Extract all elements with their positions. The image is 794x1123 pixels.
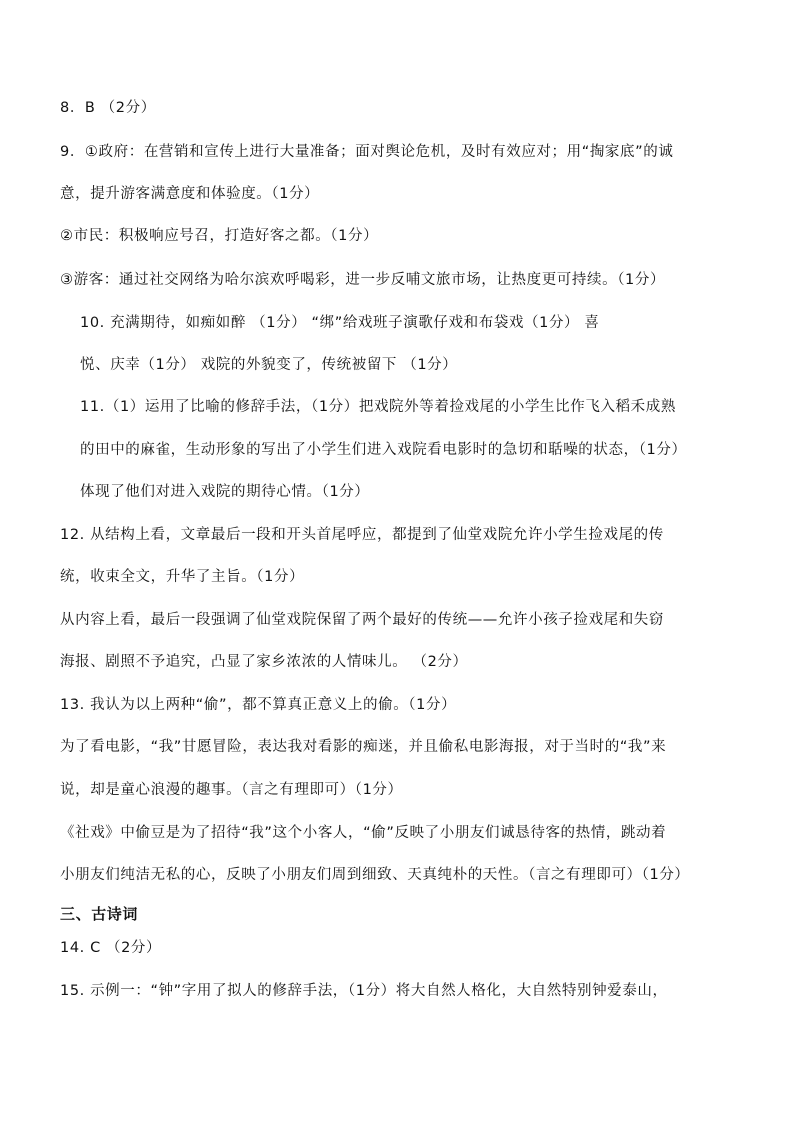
section-heading-ancient-poetry: 三、古诗词 (60, 905, 139, 923)
answer-12-line-2: 统，收束全文，升华了主旨。（1分） (60, 569, 305, 585)
answer-12-line-4: 海报、剧照不予追究，凸显了家乡浓浓的人情味儿。 （2分） (60, 654, 468, 670)
answer-12-line-3: 从内容上看，最后一段强调了仙堂戏院保留了两个最好的传统——允许小孩子捡戏尾和失窃 (60, 612, 664, 628)
answer-12-line-1: 12. 从结构上看，文章最后一段和开头首尾呼应，都提到了仙堂戏院允许小学生捡戏尾的传 (60, 527, 664, 543)
answer-15-line-1: 15. 示例一：“钟”字用了拟人的修辞手法，（1分）将大自然人格化，大自然特别钟爱泰山， (60, 983, 668, 999)
answer-10-line-2: 悦、庆幸（1分） 戏院的外貌变了，传统被留下 （1分） (80, 357, 458, 373)
answer-11-line-1: 11.（1）运用了比喻的修辞手法，（1分）把戏院外等着捡戏尾的小学生比作飞入稻禾成熟 (80, 399, 676, 415)
answer-13-line-3: 说，却是童心浪漫的趣事。（言之有理即可）（1分） (60, 782, 403, 798)
answer-9-line-2: 意，提升游客满意度和体验度。（1分） (60, 186, 320, 202)
answer-11-line-2: 的田中的麻雀，生动形象的写出了小学生们进入戏院看电影时的急切和聒噪的状态，（1分） (80, 442, 687, 458)
answer-10-line-1: 10. 充满期待，如痴如醉 （1分） “绑”给戏班子演歌仔戏和布袋戏（1分） 喜 (80, 315, 600, 331)
answer-13-line-1: 13. 我认为以上两种“偷”，都不算真正意义上的偷。（1分） (60, 697, 457, 713)
answer-8: 8．B （2分） (60, 100, 156, 116)
answer-13-line-4: 《社戏》中偷豆是为了招待“我”这个小客人，“偷”反映了小朋友们诚恳待客的热情，跳动着 (60, 825, 667, 841)
answer-13-line-2: 为了看电影，“我”甘愿冒险，表达我对看影的痴迷，并且偷私电影海报，对于当时的“我”来 (60, 739, 667, 755)
answer-11-line-3: 体现了他们对进入戏院的期待心情。（1分） (80, 484, 370, 500)
answer-9-tourists: ③游客：通过社交网络为哈尔滨欢呼喝彩，进一步反哺文旅市场，让热度更可持续。（1分） (60, 272, 666, 288)
answer-9-line-1: 9．①政府：在营销和宣传上进行大量准备；面对舆论危机，及时有效应对；用“掏家底”的诚 (60, 144, 674, 160)
answer-9-citizens: ②市民：积极响应号召，打造好客之都。（1分） (60, 228, 379, 244)
answer-13-line-5: 小朋友们纯洁无私的心，反映了小朋友们周到细致、天真纯朴的天性。（言之有理即可）（1分） (60, 867, 690, 883)
answer-14: 14. C （2分） (60, 940, 162, 956)
